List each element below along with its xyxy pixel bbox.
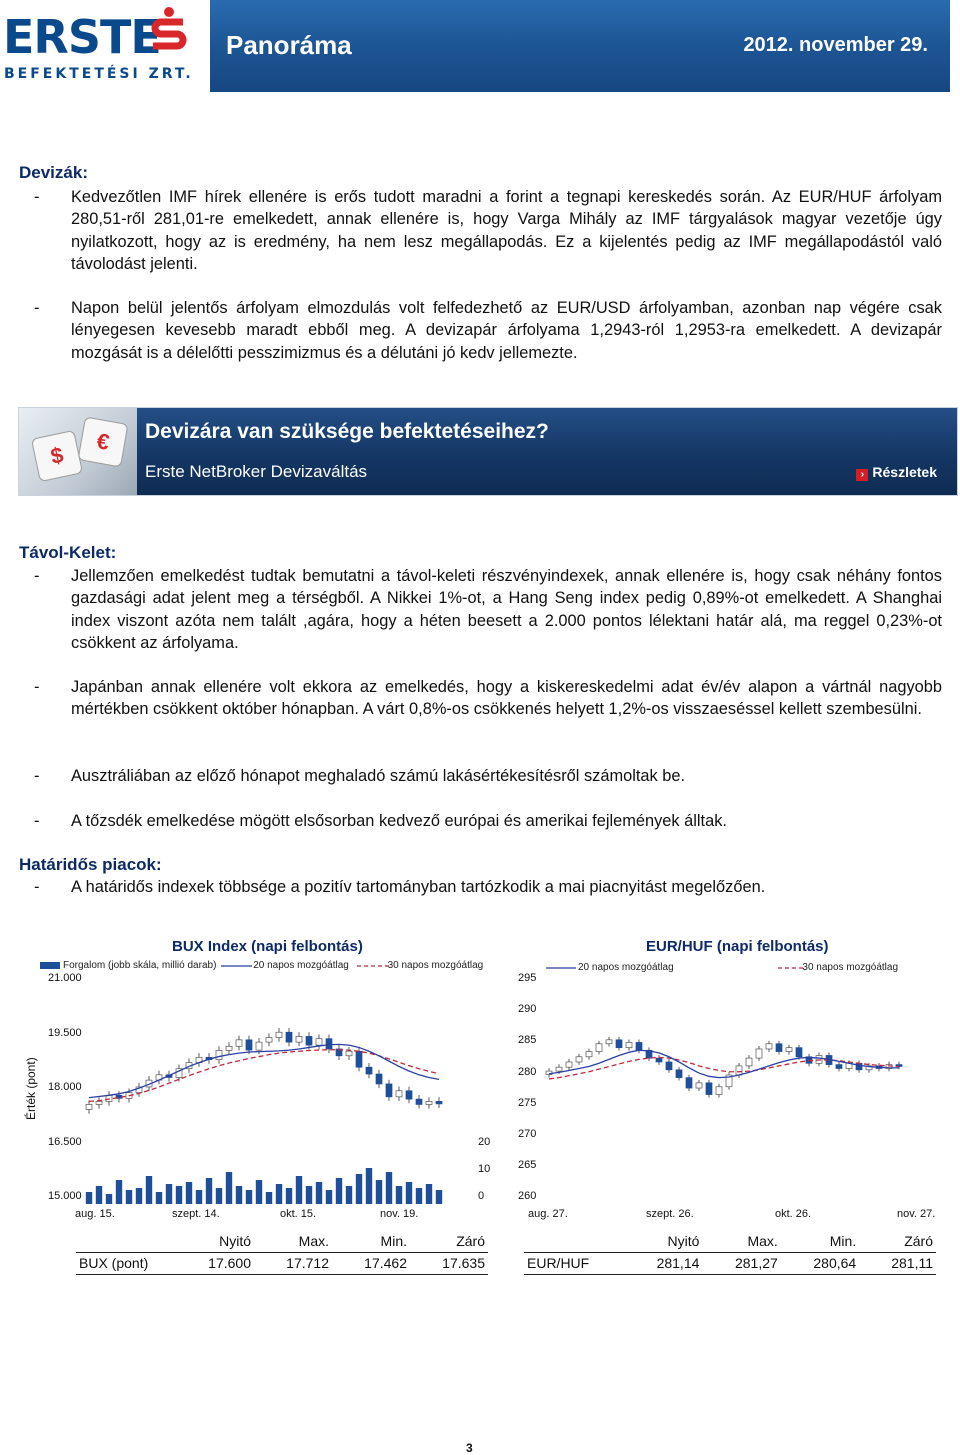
col-header: Záró xyxy=(859,1230,936,1252)
bullet-dash: - xyxy=(34,812,40,830)
candle-body xyxy=(716,1087,722,1095)
col-header: Max. xyxy=(702,1230,780,1252)
table-cell: 281,11 xyxy=(859,1252,936,1274)
candle-body xyxy=(666,1062,672,1070)
volume-bar xyxy=(166,1184,172,1204)
volume-bar xyxy=(416,1188,422,1204)
erste-logo xyxy=(0,0,210,92)
candle-body xyxy=(86,1104,92,1109)
table-cell: 17.600 xyxy=(176,1252,254,1274)
col-header: Záró xyxy=(410,1230,488,1252)
candle-body xyxy=(256,1042,262,1050)
bullet-text: A határidős indexek többsége a pozitív tartományban tartózkodik a mai piacnyitást megelőzően. xyxy=(71,878,766,896)
volume-bar xyxy=(116,1180,122,1204)
candle-body xyxy=(626,1042,632,1047)
candle-body xyxy=(616,1040,622,1048)
bux-xtick: okt. 15. xyxy=(280,1208,317,1220)
eurhuf-xtick: szept. 26. xyxy=(646,1208,694,1220)
legend-ma30: 30 napos mozgóátlag xyxy=(802,962,899,973)
bux-xtick: aug. 15. xyxy=(75,1208,115,1220)
volume-bar xyxy=(386,1172,392,1204)
dice-image xyxy=(19,408,137,496)
dollar-die-icon: $ xyxy=(31,430,83,482)
bux-ytick: 21.000 xyxy=(48,972,82,984)
candle-body xyxy=(566,1062,572,1067)
eurhuf-xtick: aug. 27. xyxy=(528,1208,568,1220)
legend-ma20: 20 napos mozgóátlag xyxy=(253,960,349,971)
volume-bar xyxy=(206,1178,212,1204)
candle-body xyxy=(836,1065,842,1069)
candle-body xyxy=(636,1042,642,1050)
bullet-tavol-kelet-4 xyxy=(34,810,942,832)
bullet-tavol-kelet-2 xyxy=(34,676,942,721)
section-title-tavol-kelet: Távol-Kelet: xyxy=(19,543,117,562)
bullet-hataridos-1 xyxy=(34,876,942,898)
bux-chart-title: BUX Index (napi felbontás) xyxy=(172,938,363,955)
eurhuf-ytick: 265 xyxy=(518,1159,537,1171)
candle-body xyxy=(386,1084,392,1097)
publication-title: Panoráma xyxy=(226,30,352,60)
table-cell: 280,64 xyxy=(781,1252,859,1274)
candle-body xyxy=(776,1044,782,1052)
volume-bar xyxy=(176,1186,182,1204)
candle-body xyxy=(236,1040,242,1046)
volume-bar xyxy=(186,1182,192,1204)
bullet-dash: - xyxy=(34,878,40,896)
bullet-text: A tőzsdék emelkedése mögött elsősorban kedvező európai és amerikai fejlemények álltak. xyxy=(71,812,727,830)
candle-body xyxy=(316,1039,322,1045)
table-row xyxy=(76,1252,488,1274)
candle-body xyxy=(766,1044,772,1049)
candle-body xyxy=(406,1091,412,1099)
eurhuf-chart-title: EUR/HUF (napi felbontás) xyxy=(646,938,829,955)
volume-bar xyxy=(336,1178,342,1204)
volume-bar xyxy=(426,1184,432,1204)
candle-body xyxy=(696,1083,702,1088)
volume-bar xyxy=(396,1186,402,1204)
volume-bar xyxy=(276,1184,282,1204)
candle-body xyxy=(816,1055,822,1063)
volume-bar xyxy=(216,1188,222,1204)
eurhuf-xtick: nov. 27. xyxy=(897,1208,936,1220)
volume-bar xyxy=(146,1176,152,1204)
volume-bar xyxy=(226,1172,232,1204)
candle-body xyxy=(226,1046,232,1050)
table-row xyxy=(524,1252,936,1274)
candle-body xyxy=(746,1058,752,1066)
bullet-devizak-2 xyxy=(34,297,942,364)
row-label: BUX (pont) xyxy=(76,1252,176,1274)
volume-bar xyxy=(256,1180,262,1204)
bullet-tavol-kelet-1 xyxy=(34,565,942,654)
candle-body xyxy=(106,1095,112,1101)
candle-body xyxy=(556,1067,562,1071)
candle-body xyxy=(686,1078,692,1088)
eurhuf-ytick: 260 xyxy=(518,1190,537,1202)
bux-summary-table xyxy=(76,1230,488,1275)
volume-bar xyxy=(376,1180,382,1204)
bullet-text: Jellemzően emelkedést tudtak bemutatni a távol-keleti részvényindexek, annak ellenére is, hogy csak néhány fontos gazdasági adat jelent meg a térségből. A Nikkei 1%-ot, a Hang Seng index pedig 0,89%-ot emelkedett. A Shanghai index viszont azóta nem talált ,agára, hogy a héten beesett a 2.000 pontos lélektani határ alá, ma reggel 0,23%-ot csökkent az árfolyama. xyxy=(71,567,942,652)
table-cell: 281,27 xyxy=(702,1252,780,1274)
netbroker-ad-banner[interactable] xyxy=(18,407,958,496)
volume-bar xyxy=(236,1186,242,1204)
col-header: Nyitó xyxy=(624,1230,702,1252)
ad-subtitle: Erste NetBroker Devizaváltás xyxy=(145,462,368,481)
candle-body xyxy=(736,1066,742,1075)
candle-body xyxy=(436,1101,442,1103)
volume-bar xyxy=(356,1174,362,1204)
candle-body xyxy=(786,1048,792,1052)
legend-ma20: 20 napos mozgóátlag xyxy=(578,962,674,973)
bux-ytick: 15.000 xyxy=(48,1190,82,1202)
section-title-hataridos: Határidős piacok: xyxy=(19,855,162,874)
bux-xtick: nov. 19. xyxy=(380,1208,419,1220)
bullet-dash: - xyxy=(34,678,40,696)
candle-body xyxy=(246,1040,252,1050)
candle-body xyxy=(296,1036,302,1042)
eurhuf-xtick: okt. 26. xyxy=(775,1208,812,1220)
eurhuf-ytick: 285 xyxy=(518,1034,537,1046)
volume-bar xyxy=(136,1188,142,1204)
eurhuf-ytick: 290 xyxy=(518,1003,537,1015)
volume-bar xyxy=(286,1188,292,1204)
candle-body xyxy=(216,1050,222,1059)
candle-body xyxy=(376,1074,382,1084)
bullet-text: Japánban annak ellenére volt ekkora az emelkedés, hogy a kiskereskedelmi adat év/év alapon a vártnál nagyobb mértékben csökkent október hónapban. A várt 0,8%-os csökkenés helyett 1,2%-os visszaeséssel kellett szembesülni. xyxy=(71,678,942,719)
candle-body xyxy=(576,1057,582,1062)
details-link[interactable]: › Részletek xyxy=(856,464,937,481)
candle-body xyxy=(796,1048,802,1057)
col-header: Min. xyxy=(332,1230,410,1252)
eurhuf-chart-plot xyxy=(540,970,940,1210)
bullet-text: Kedvezőtlen IMF hírek ellenére is erős tudott maradni a forint a tegnapi kereskedés során. Az EUR/HUF árfolyam 280,51-ről 281,01-re emelkedett, annak ellenére is, hogy Varga Mihály az IMF tárgyalások magyar vezetője úgy nyilatkozott, hogy az is eredmény, ha nem lesz megállapodás. Ez a kijelentés pedig az IMF megállapodástól való távolodást jelenti. xyxy=(71,188,942,273)
candle-body xyxy=(416,1099,422,1104)
candle-body xyxy=(676,1070,682,1078)
bux-ytick: 16.500 xyxy=(48,1136,82,1148)
bux-ytick: 19.500 xyxy=(48,1027,82,1039)
bullet-text: Napon belül jelentős árfolyam elmozdulás volt felfedezhető az EUR/USD árfolyamban, azonban nap végére csak lényegesen kevesebb maradt ebből meg. A devizapár árfolyama 1,2943-ról 1,2953-ra emelkedett. A devizapár mozgását is a délelőtti pesszimizmus és a délutáni jó kedv jellemezte. xyxy=(71,299,942,362)
candle-body xyxy=(276,1032,282,1037)
header-banner xyxy=(210,0,950,92)
table-header-row xyxy=(76,1230,488,1252)
legend-volume: Forgalom (jobb skála, millió darab) xyxy=(40,960,216,971)
bullet-dash: - xyxy=(34,188,40,206)
logo-subtitle: BEFEKTETÉSI ZRT. xyxy=(4,66,194,82)
candle-body xyxy=(96,1101,102,1104)
volume-bar xyxy=(266,1192,272,1204)
candle-body xyxy=(346,1051,352,1056)
bullet-text: Ausztráliában az előző hónapot meghaladó számú lakásértékesítésről számoltak be. xyxy=(71,767,686,785)
candle-body xyxy=(596,1044,602,1052)
table-header-row xyxy=(524,1230,936,1252)
bullet-tavol-kelet-3 xyxy=(34,765,942,787)
ad-content xyxy=(137,408,957,496)
candle-body xyxy=(426,1101,432,1104)
candle-body xyxy=(656,1058,662,1062)
table-cell: 17.635 xyxy=(410,1252,488,1274)
volume-bar xyxy=(86,1192,92,1204)
bux-xtick: szept. 14. xyxy=(172,1208,220,1220)
candle-body xyxy=(586,1052,592,1057)
volume-bar xyxy=(316,1182,322,1204)
bux-ytick-right: 10 xyxy=(478,1163,491,1175)
volume-bar xyxy=(96,1186,102,1204)
volume-bar xyxy=(126,1190,132,1204)
euro-die-icon: € xyxy=(78,417,129,468)
bux-y-axis-label: Érték (pont) xyxy=(24,1057,38,1120)
col-header: Min. xyxy=(781,1230,859,1252)
bux-chart-plot xyxy=(80,970,480,1210)
table-cell: 17.712 xyxy=(254,1252,332,1274)
bullet-dash: - xyxy=(34,767,40,785)
bullet-dash: - xyxy=(34,567,40,585)
bux-ytick: 18.000 xyxy=(48,1081,82,1093)
candle-body xyxy=(366,1067,372,1074)
eurhuf-ytick: 275 xyxy=(518,1097,537,1109)
section-title-devizak: Devizák: xyxy=(19,163,88,182)
col-header: Max. xyxy=(254,1230,332,1252)
candle-body xyxy=(606,1040,612,1044)
volume-bar xyxy=(306,1186,312,1204)
table-cell: 17.462 xyxy=(332,1252,410,1274)
publication-date: 2012. november 29. xyxy=(743,34,928,56)
logo-wordmark: ERSTE xyxy=(3,10,161,64)
col-header: Nyitó xyxy=(176,1230,254,1252)
candle-body xyxy=(286,1032,292,1042)
volume-bar xyxy=(346,1186,352,1204)
page-header xyxy=(0,0,960,96)
eurhuf-ytick: 280 xyxy=(518,1066,537,1078)
bullet-devizak-1 xyxy=(34,186,942,275)
candle-body xyxy=(706,1083,712,1095)
candle-body xyxy=(326,1039,332,1049)
table-cell: 281,14 xyxy=(624,1252,702,1274)
volume-bar xyxy=(156,1192,162,1204)
candle-body xyxy=(396,1091,402,1097)
volume-bar xyxy=(366,1168,372,1204)
chevron-right-icon: › xyxy=(856,469,868,481)
candle-body xyxy=(266,1038,272,1043)
candle-body xyxy=(756,1049,762,1058)
volume-bar xyxy=(106,1194,112,1204)
eurhuf-summary-table xyxy=(524,1230,936,1275)
page-number: 3 xyxy=(466,1441,473,1455)
volume-bar xyxy=(296,1176,302,1204)
candle-body xyxy=(356,1051,362,1067)
bux-ytick-right: 0 xyxy=(478,1190,485,1202)
volume-bar xyxy=(326,1190,332,1204)
volume-bar xyxy=(436,1190,442,1204)
ad-title: Devizára van szüksége befektetéseihez? xyxy=(145,420,549,443)
eurhuf-ytick: 295 xyxy=(518,972,537,984)
volume-bar xyxy=(406,1182,412,1204)
bux-ytick-right: 20 xyxy=(478,1136,491,1148)
row-label: EUR/HUF xyxy=(524,1252,624,1274)
candle-body xyxy=(306,1036,312,1045)
volume-bar xyxy=(246,1190,252,1204)
erste-s-logo-icon xyxy=(145,6,193,54)
legend-ma30: 30 napos mozgóátlag xyxy=(387,960,484,971)
bullet-dash: - xyxy=(34,299,40,317)
volume-bar xyxy=(196,1190,202,1204)
eurhuf-ytick: 270 xyxy=(518,1128,537,1140)
